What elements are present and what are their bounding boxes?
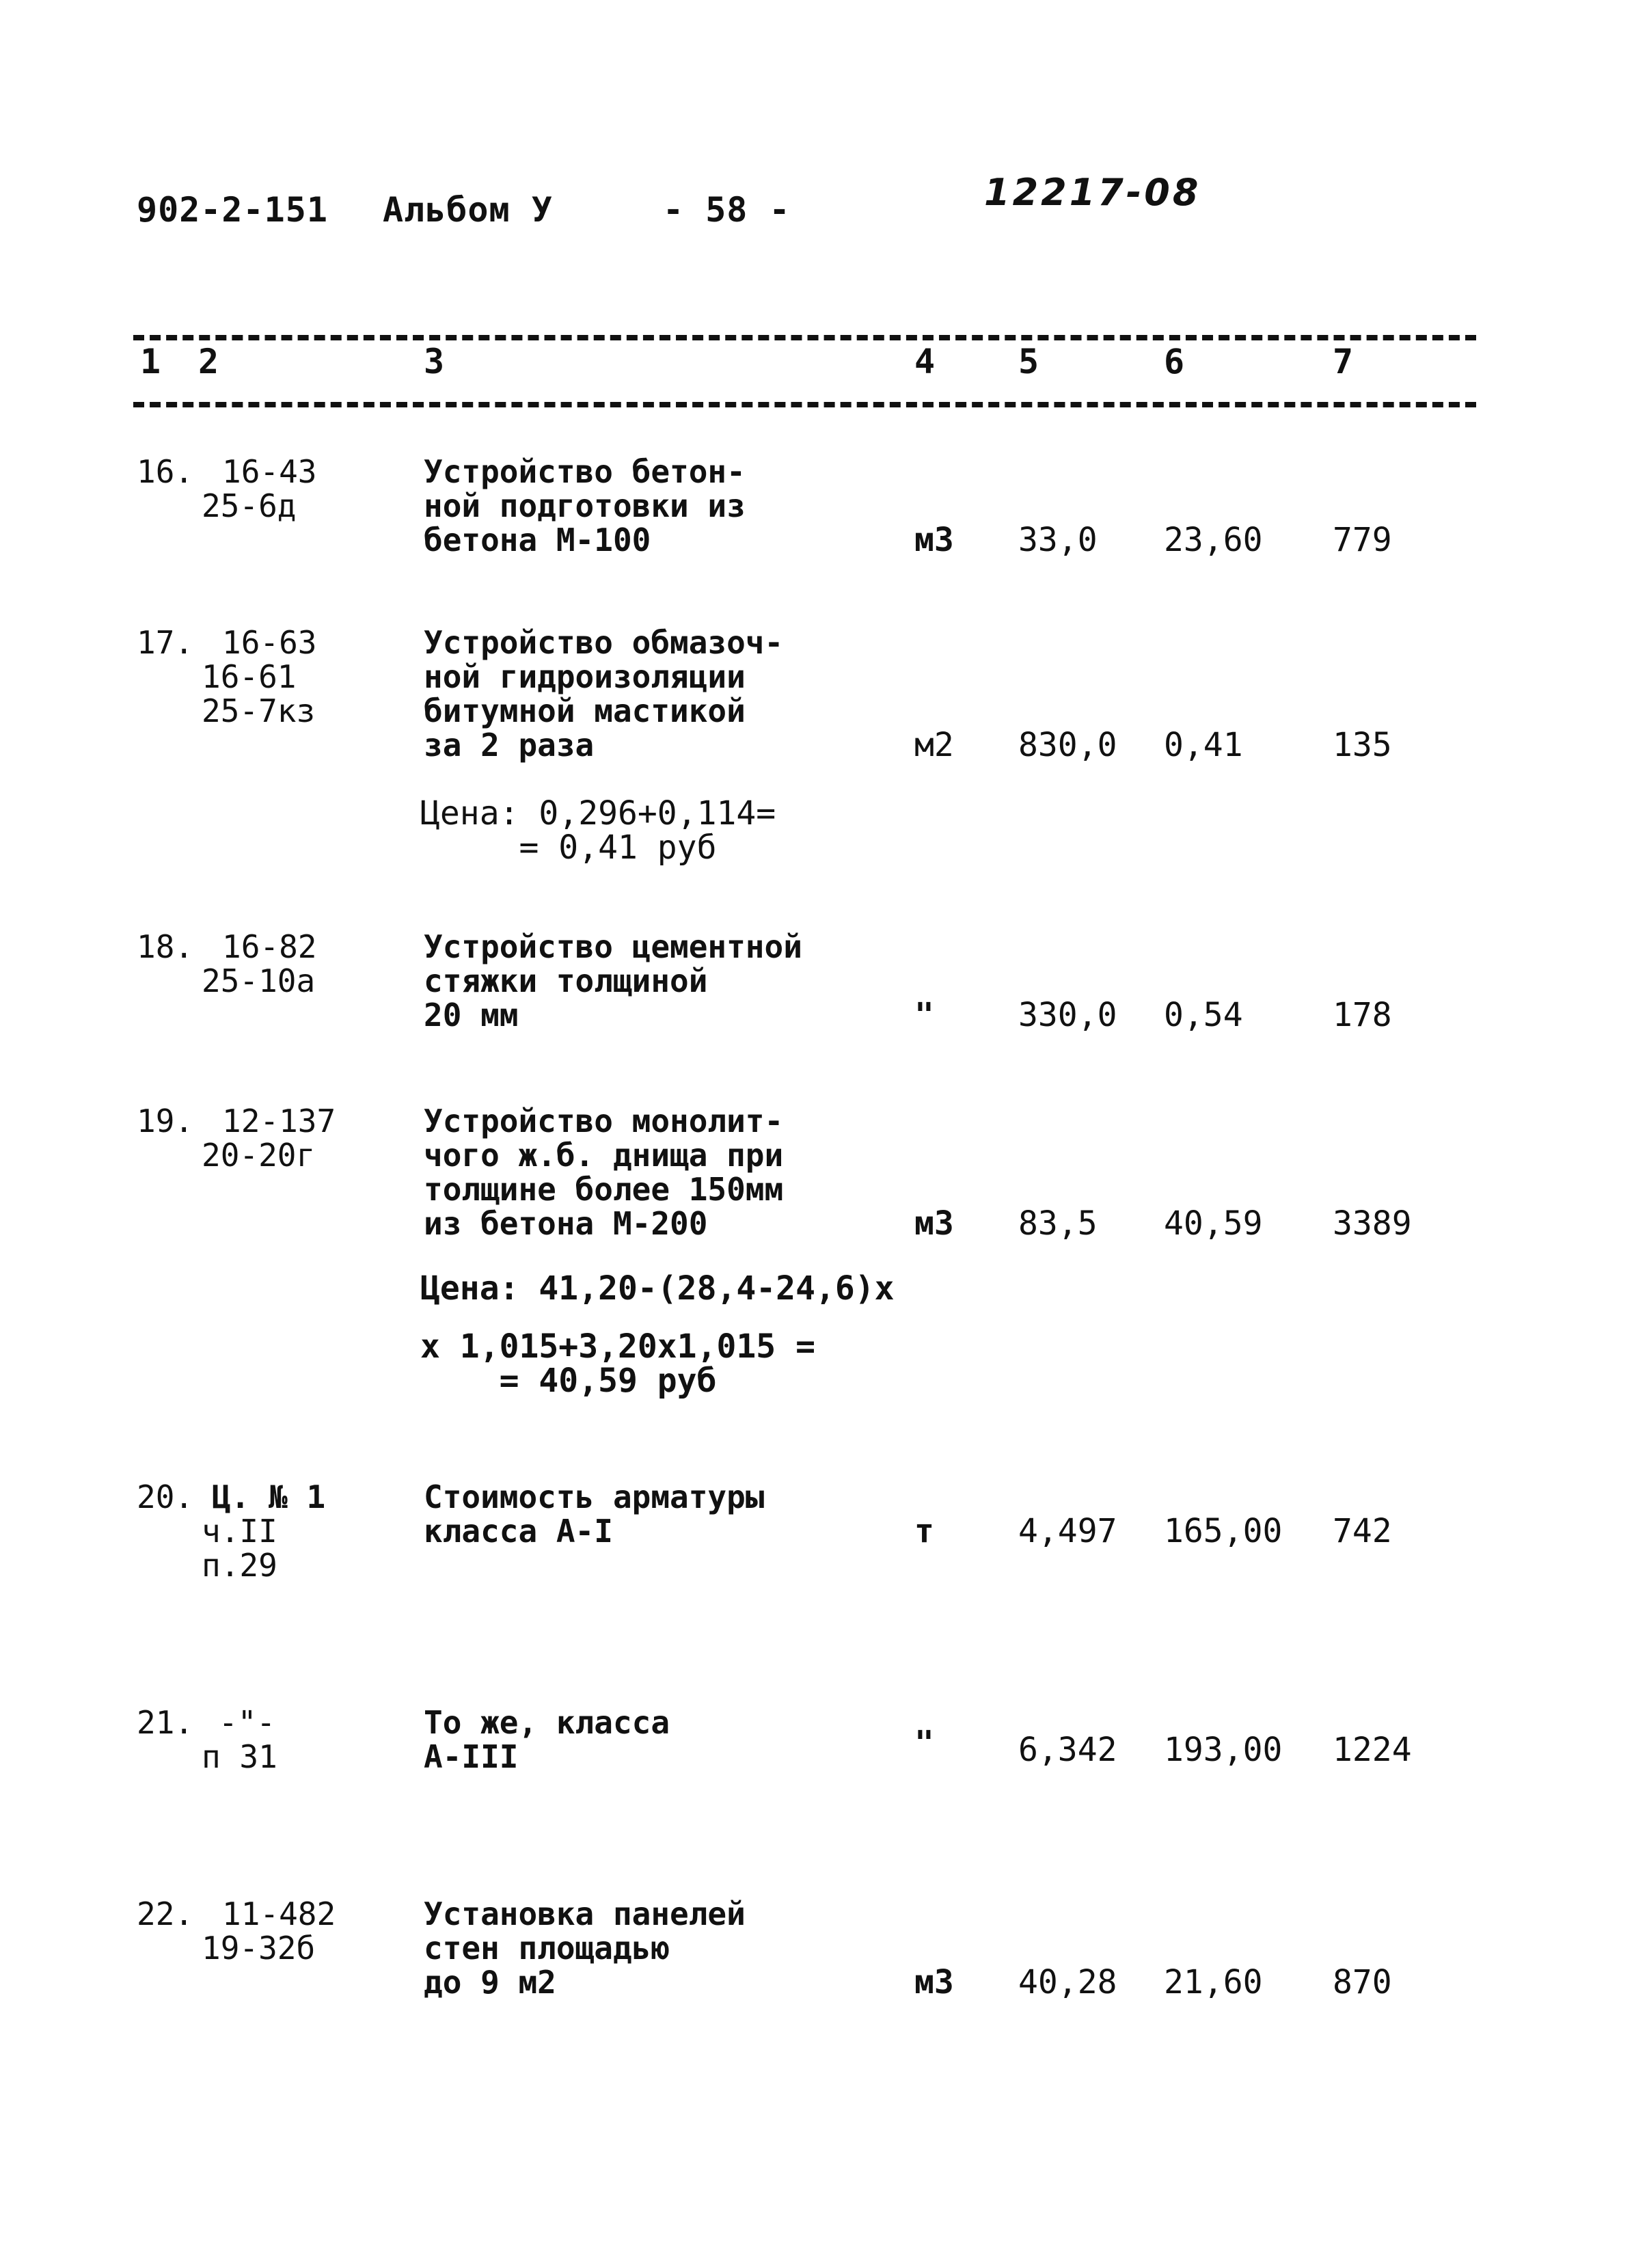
row-description-line: чого ж.б. днища при [424, 1137, 784, 1174]
row-quantity: 33,0 [1018, 521, 1098, 559]
row-description-line: Устройство обмазоч- [424, 624, 784, 661]
row-total: 779 [1333, 521, 1392, 559]
row-description-line: бетона М-100 [424, 522, 651, 558]
row-description-line: стен площадью [424, 1930, 670, 1967]
row-code: 16-61 [202, 658, 297, 695]
row-description-line: класса А-I [424, 1513, 613, 1550]
row-description-line: Устройство цементной [424, 928, 802, 965]
row-description-line: Стоимость арматуры [424, 1479, 765, 1515]
row-unit: м3 [914, 1204, 954, 1243]
row-description-line: ной подготовки из [424, 487, 746, 524]
row-total: 178 [1333, 996, 1392, 1034]
row-total: 1224 [1333, 1731, 1412, 1769]
row-code: -"- [219, 1704, 276, 1741]
row-quantity: 40,28 [1018, 1963, 1117, 2001]
row-code: Ц. № 1 [212, 1479, 326, 1515]
row-description-line: Устройство монолит- [424, 1103, 784, 1139]
row-number: 18. [137, 928, 194, 965]
row-code: п.29 [202, 1547, 277, 1584]
row-price: 23,60 [1164, 521, 1263, 559]
row-unit: т [914, 1512, 934, 1550]
row-description-line: за 2 раза [424, 727, 595, 764]
price-calculation-note: = 40,59 руб [420, 1362, 717, 1400]
price-calculation-note: Цена: 0,296+0,114= [420, 794, 776, 833]
row-description-line: ной гидроизоляции [424, 658, 746, 695]
row-total: 135 [1333, 726, 1392, 764]
row-code: 11-482 [222, 1895, 336, 1932]
handwritten-number: 12217-08 [984, 171, 1201, 214]
row-description-line: Установка панелей [424, 1895, 746, 1932]
column-header-6: 6 [1164, 342, 1185, 381]
row-description-line: до 9 м2 [424, 1964, 556, 2001]
column-header-2: 2 [198, 342, 219, 381]
row-description-line: толщине более 150мм [424, 1171, 784, 1208]
price-calculation-note: = 0,41 руб [420, 828, 717, 867]
column-header-7: 7 [1333, 342, 1354, 381]
row-unit: " [914, 996, 934, 1034]
row-description-line: стяжки толщиной [424, 962, 708, 999]
row-code: 25-7кз [202, 692, 316, 729]
row-code: 25-6д [202, 487, 297, 524]
page-number: - 58 - [663, 190, 791, 230]
row-description-line: битумной мастикой [424, 692, 746, 729]
row-code: ч.II [202, 1513, 277, 1550]
row-unit: " [914, 1724, 934, 1762]
row-description-line: То же, класса [424, 1704, 670, 1741]
row-quantity: 4,497 [1018, 1512, 1117, 1550]
row-number: 19. [137, 1103, 194, 1139]
row-price: 0,54 [1164, 996, 1243, 1034]
price-calculation-note: х 1,015+3,20х1,015 = [420, 1327, 815, 1366]
row-total: 3389 [1333, 1204, 1412, 1243]
row-number: 17. [137, 624, 194, 661]
row-quantity: 83,5 [1018, 1204, 1098, 1243]
row-total: 870 [1333, 1963, 1392, 2001]
row-description-line: А-III [424, 1738, 519, 1775]
row-code: 25-10а [202, 962, 316, 999]
row-code: п 31 [202, 1738, 277, 1775]
row-code: 20-20г [202, 1137, 316, 1174]
document-code: 902-2-151 [137, 190, 328, 230]
row-price: 193,00 [1164, 1731, 1283, 1769]
row-price: 0,41 [1164, 726, 1243, 764]
row-price: 21,60 [1164, 1963, 1263, 2001]
row-code: 12-137 [222, 1103, 336, 1139]
price-calculation-note: Цена: 41,20-(28,4-24,6)х [420, 1269, 895, 1308]
header-bottom-rule [133, 402, 1476, 407]
row-description-line: 20 мм [424, 997, 519, 1034]
row-price: 40,59 [1164, 1204, 1263, 1243]
row-code: 16-63 [222, 624, 317, 661]
row-description-line: Устройство бетон- [424, 453, 746, 490]
row-description-line: из бетона М-200 [424, 1205, 708, 1242]
row-code: 19-32б [202, 1930, 316, 1967]
header-top-rule [133, 335, 1476, 340]
row-number: 22. [137, 1895, 194, 1932]
row-number: 16. [137, 453, 194, 490]
row-unit: м3 [914, 1963, 954, 2001]
row-unit: м3 [914, 521, 954, 559]
column-header-4: 4 [914, 342, 936, 381]
row-total: 742 [1333, 1512, 1392, 1550]
row-quantity: 330,0 [1018, 996, 1117, 1034]
row-unit: м2 [914, 726, 954, 764]
column-header-1: 1 [140, 342, 161, 381]
column-header-5: 5 [1018, 342, 1039, 381]
row-code: 16-43 [222, 453, 317, 490]
row-code: 16-82 [222, 928, 317, 965]
row-number: 20. [137, 1479, 194, 1515]
row-quantity: 830,0 [1018, 726, 1117, 764]
row-number: 21. [137, 1704, 194, 1741]
row-quantity: 6,342 [1018, 1731, 1117, 1769]
column-header-3: 3 [424, 342, 445, 381]
row-price: 165,00 [1164, 1512, 1283, 1550]
album-label: Альбом У [383, 190, 553, 230]
